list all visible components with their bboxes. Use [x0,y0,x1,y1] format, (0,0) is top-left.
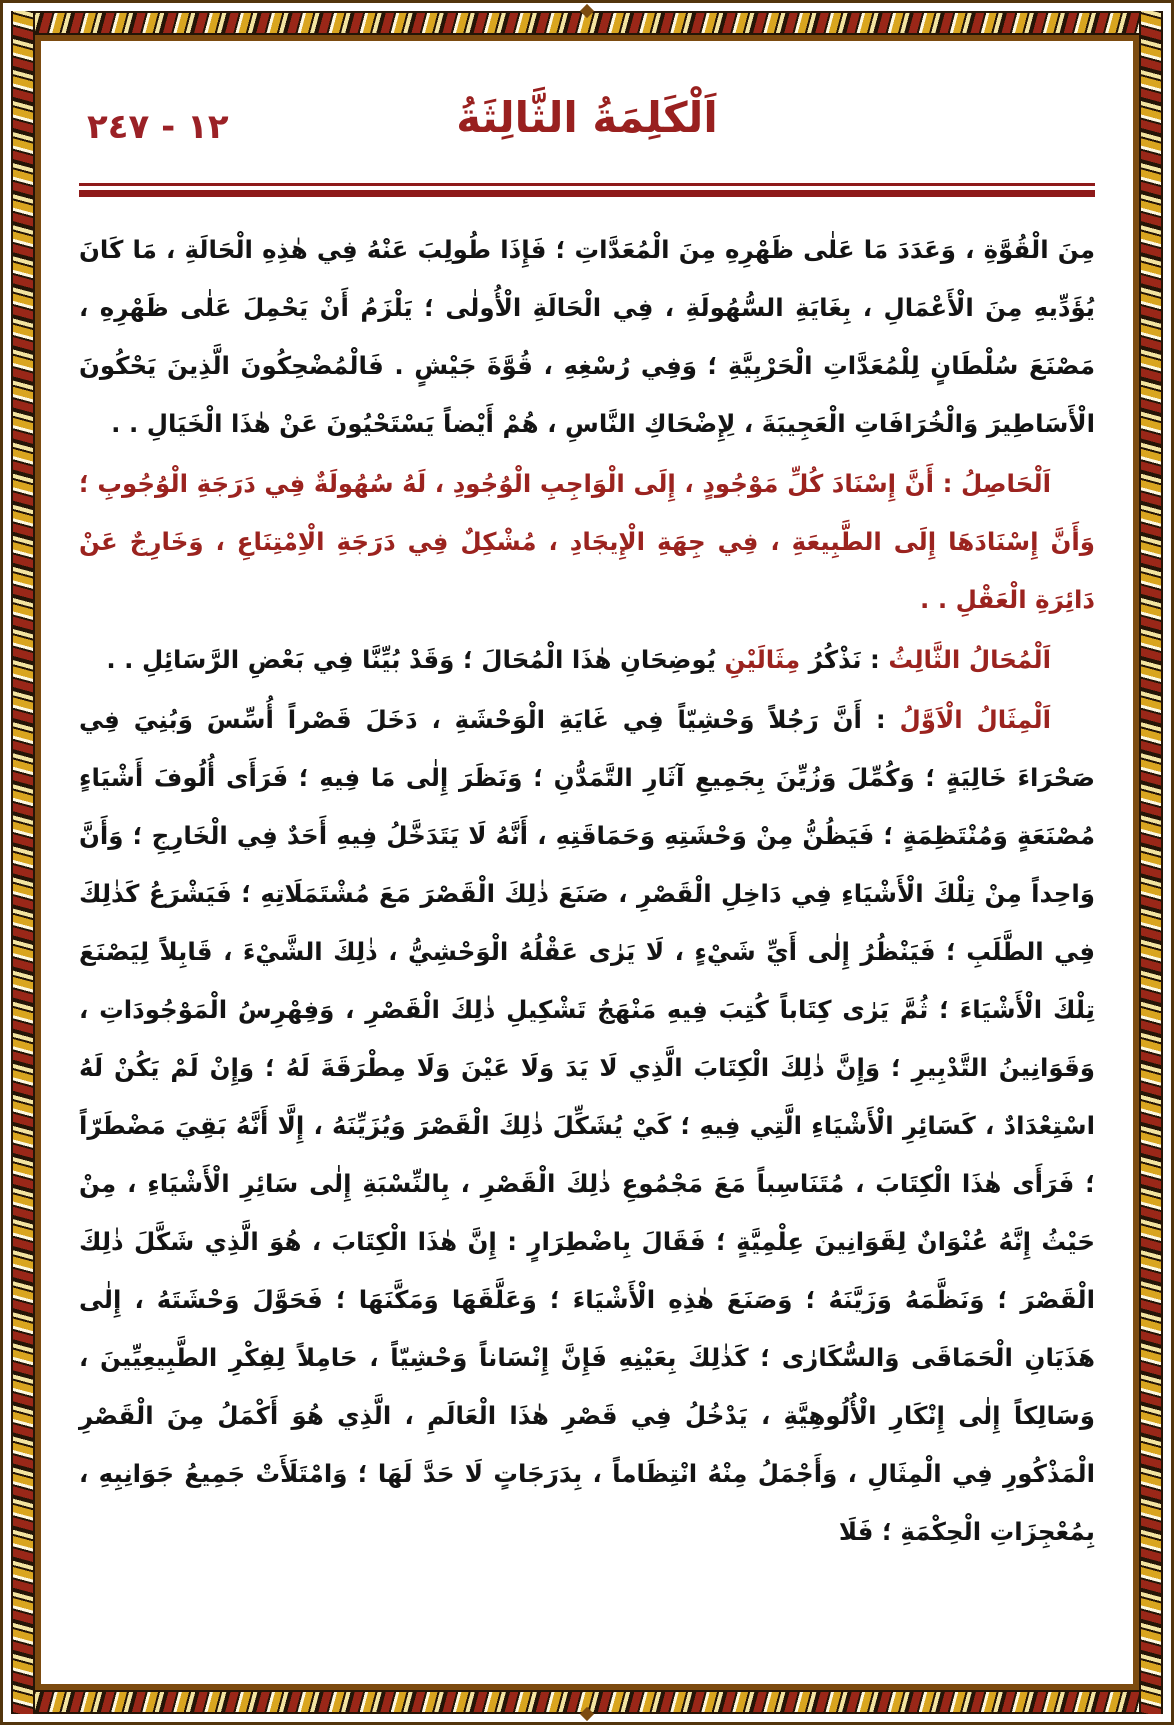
paragraph-conclusion: اَلْحَاصِلُ : أَنَّ إِسْنَادَ كُلِّ مَوْجُودٍ ، إِلَى الْوَاجِبِ الْوُجُودِ ، لَهُ سُهُولَةٌ فِي دَرَجَةِ الْوُجُوبِ ؛ وَأَنَّ إِسْنَادَهَا إِلَى الطَّبِيعَةِ ، فِي جِهَةِ الْإِيجَادِ ، مُشْكِلٌ فِي دَرَجَةِ الْاِمْتِنَاعِ ، وَخَارِجٌ عَنْ دَائِرَةِ الْعَقْلِ . . [79,469,1095,614]
paragraph-third-impossibility [79,631,1095,689]
body-text [79,221,1095,1561]
label-third-impossibility: اَلْمُحَالُ الثَّالِثُ [888,645,1051,674]
paragraph-continuation: مِنَ الْقُوَّةِ ، وَعَدَدَ مَا عَلٰى ظَهْرِهِ مِنَ الْمُعَدَّاتِ ؛ فَإِذَا طُولِبَ عَنْهُ فِي هٰذِهِ الْحَالَةِ ، مَا كَانَ يُؤَدِّيهِ مِنَ الْأَعْمَالِ ، بِغَايَةِ السُّهُولَةِ ، فِي الْحَالَةِ الْأُولٰى ؛ يَلْزَمُ أَنْ يَحْمِلَ عَلٰى ظَهْرِهِ ، مَصْنَعَ سُلْطَانٍ لِلْمُعَدَّاتِ الْحَرْبِيَّةِ ؛ وَفِي رُسْغِهِ ، قُوَّةَ جَيْشٍ . فَالْمُضْحِكُونَ الَّذِينَ يَحْكُونَ الْأَسَاطِيرَ وَالْخُرَافَاتِ الْعَجِيبَةَ ، لِإِضْحَاكِ النَّاسِ ، هُمْ أَيْضاً يَسْتَحْيُونَ عَنْ هٰذَا الْخَيَالِ . . [79,235,1095,438]
first-example-text: : أَنَّ رَجُلاً وَحْشِيّاً فِي غَايَةِ الْوَحْشَةِ ، دَخَلَ قَصْراً أُسِّسَ وَبُنِيَ فِي صَحْرَاءَ خَالِيَةٍ ؛ وَكُمِّلَ وَزُيِّنَ بِجَمِيعِ آثَارِ التَّمَدُّنِ ؛ وَنَظَرَ إِلٰى مَا فِيهِ ؛ فَرَأَى أُلُوفَ أَشْيَاءٍ مُصْنَعَةٍ وَمُنْتَظِمَةٍ ؛ فَيَظُنُّ مِنْ وَحْشَتِهِ وَحَمَاقَتِهِ ، أَنَّهُ لَا يَتَدَخَّلُ فِيهِ أَحَدٌ فِي الْخَارِجِ ؛ وَأَنَّ وَاحِداً مِنْ تِلْكَ الْأَشْيَاءِ فِي دَاخِلِ الْقَصْرِ ، صَنَعَ ذٰلِكَ الْقَصْرَ مَعَ مُشْتَمَلَاتِهِ ؛ فَيَشْرَعُ كَذٰلِكَ فِي الطَّلَبِ ؛ فَيَنْظُرُ إِلٰى أَيِّ شَيْءٍ ، لَا يَرٰى عَقْلُهُ الْوَحْشِيُّ ، ذٰلِكَ الشَّيْءَ ، قَابِلاً لِيَصْنَعَ تِلْكَ الْأَشْيَاءَ ؛ ثُمَّ يَرٰى كِتَاباً كُتِبَ فِيهِ مَنْهَجُ تَشْكِيلِ ذٰلِكَ الْقَصْرِ ، وَفِهْرِسُ الْمَوْجُودَاتِ ، وَقَوَانِينُ التَّدْبِيرِ ؛ وَإِنَّ ذٰلِكَ الْكِتَابَ الَّذِي لَا يَدَ وَلَا عَيْنَ وَلَا مِطْرَقَةَ لَهُ ؛ وَإِنْ لَمْ يَكُنْ لَهُ اسْتِعْدَادٌ ، كَسَائِرِ الْأَشْيَاءِ الَّتِي فِيهِ ؛ كَيْ يُشَكِّلَ ذٰلِكَ الْقَصْرَ وَيُزَيِّنَهُ ، إِلَّا أَنَّهُ بَقِيَ مَضْطَرّاً ؛ فَرَأَى هٰذَا الْكِتَابَ ، مُتَنَاسِباً مَعَ مَجْمُوعِ ذٰلِكَ الْقَصْرِ ، بِالنِّسْبَةِ إِلٰى سَائِرِ الْأَشْيَاءِ ، مِنْ حَيْثُ إِنَّهُ عُنْوَانٌ لِقَوَانِينَ عِلْمِيَّةٍ ؛ فَقَالَ بِاضْطِرَارٍ : إِنَّ هٰذَا الْكِتَابَ ، هُوَ الَّذِي شَكَّلَ ذٰلِكَ الْقَصْرَ ؛ وَنَظَّمَهُ وَزَيَّنَهُ ؛ وَصَنَعَ هٰذِهِ الْأَشْيَاءَ ؛ وَعَلَّقَهَا وَمَكَّنَهَا ؛ فَحَوَّلَ وَحْشَتَهُ ، إِلٰى هَذَيَانِ الْحَمَاقَى وَالسُّكَارٰى ؛ كَذٰلِكَ بِعَيْنِهِ فَإِنَّ إِنْسَاناً وَحْشِيّاً ، حَامِلاً لِفِكْرِ الطَّبِيعِيِّينَ ، وَسَالِكاً إِلٰى إِنْكَارِ الْأُلُوهِيَّةِ ، يَدْخُلُ فِي قَصْرِ هٰذَا الْعَالَمِ ، الَّذِي هُوَ أَكْمَلُ مِنَ الْقَصْرِ الْمَذْكُورِ فِي الْمِثَالِ ، وَأَجْمَلُ مِنْهُ انْتِظَاماً ، بِدَرَجَاتٍ لَا حَدَّ لَهَا ؛ وَامْتَلَأَتْ جَمِيعُ جَوَانِبِهِ ، بِمُعْجِزَاتِ الْحِكْمَةِ ؛ فَلَا [79,705,1095,1546]
ornamental-border-left [11,11,35,1714]
divider-line-thin [79,183,1095,186]
third-impossibility-rest: يُوضِحَانِ هٰذَا الْمُحَالَ ؛ وَقَدْ بُيِّنَّا فِي بَعْضِ الرَّسَائِلِ . . [106,645,725,674]
page-number: ١٢ - ٢٤٧ [87,107,229,147]
highlight-two-examples: مِثَالَيْنِ [724,645,801,674]
page-title: اَلْكَلِمَةُ الثَّالِثَةُ [456,93,718,142]
label-first-example: اَلْمِثَالُ الْاَوَّلُ [899,705,1052,734]
title-divider [79,183,1095,197]
third-impossibility-intro: : نَذْكُرُ [800,645,889,674]
ornamental-border-right [1139,11,1163,1714]
page-header [79,67,1095,167]
divider-line-thick [79,190,1095,197]
paragraph-first-example [79,691,1095,1561]
page-content [41,41,1133,1684]
